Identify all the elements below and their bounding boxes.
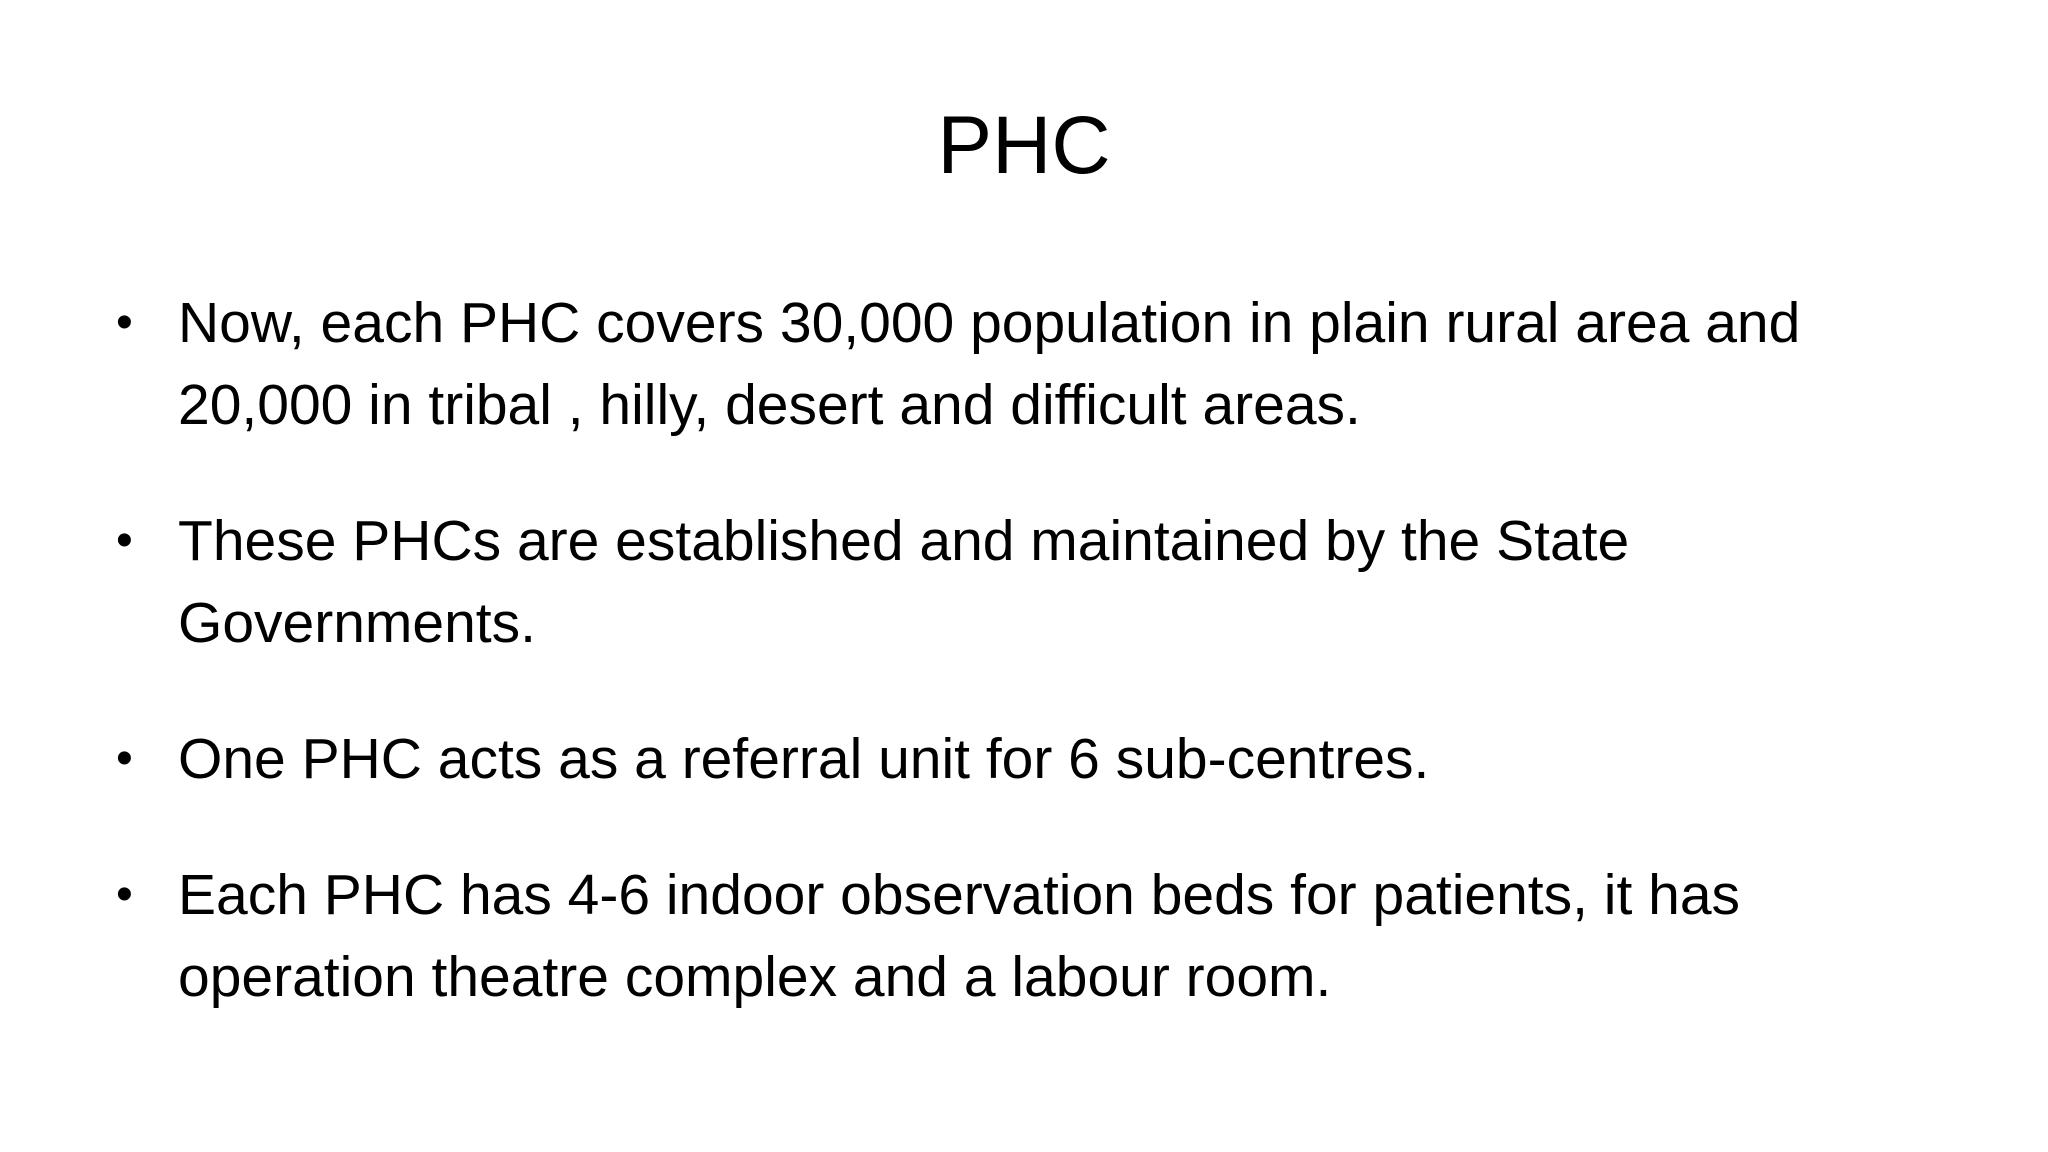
bullet-list bbox=[112, 282, 1952, 1018]
bullet-point-icon: • bbox=[116, 868, 133, 921]
bullet-text: One PHC acts as a referral unit for 6 sub-centres. bbox=[178, 727, 1430, 791]
bullet-point-icon: • bbox=[116, 296, 133, 349]
bullet-item bbox=[112, 500, 1952, 664]
bullet-text: Each PHC has 4-6 indoor observation beds for patients, it has operation theatre complex and a labour room. bbox=[178, 863, 1741, 1009]
bullet-item bbox=[112, 854, 1952, 1018]
bullet-text: These PHCs are established and maintained by the State Governments. bbox=[178, 509, 1630, 655]
bullet-text: Now, each PHC covers 30,000 population in plain rural area and 20,000 in tribal , hilly, desert and difficult areas. bbox=[178, 291, 1801, 437]
slide-title: PHC bbox=[937, 100, 1111, 191]
bullet-item bbox=[112, 282, 1952, 446]
bullet-item bbox=[112, 718, 1952, 800]
bullet-point-icon: • bbox=[116, 732, 133, 785]
bullet-point-icon: • bbox=[116, 514, 133, 567]
